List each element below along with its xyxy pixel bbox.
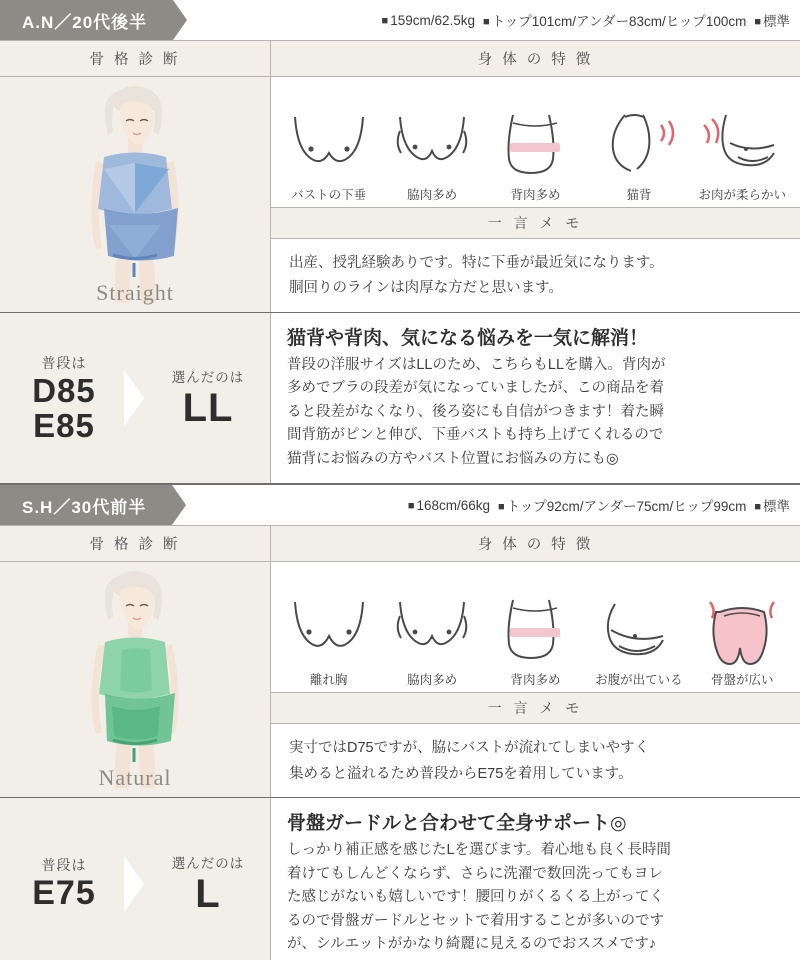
figure-wrap [0,77,270,312]
column-headers [0,525,800,562]
feature-caption: 骨盤が広い [710,673,774,688]
review-line: しっかり補正感を感じたLを選びます。着心地も良く長時間 [287,842,671,859]
feature-list [271,77,800,207]
feature-item [384,105,480,203]
feature-item [281,590,377,688]
review-footer [0,313,800,483]
feature-caption: 猫背 [626,188,652,202]
review-title: 猫背や背肉、気になる悩みを一気に解消！ [287,328,649,349]
review-line: 間背筋がピンと伸び、下垂バストも持ち上げてくれるので [287,427,664,444]
review-line: 猫背にお悩みの方やバスト位置にお悩みの方にも◎ [287,450,619,467]
chosen-size [146,852,270,916]
feature-caption: バストの下垂 [291,188,367,202]
reviewer-name: S.H／30代前半 [0,485,172,525]
arrow-icon [124,856,144,912]
figure-wrap [0,562,270,797]
straight-body-figure-icon [0,77,270,312]
memo-header: 一 言 メ モ [271,207,800,239]
memo-body [271,239,800,310]
body-figure-panel [0,77,271,312]
feature-item [281,105,377,203]
feature-caption: お腹が出ている [595,673,683,688]
usual-size-label: 普段は [41,354,87,371]
review-line: ると段差がなくなり、後ろ姿にも自信がつきます！着た瞬 [287,403,664,420]
features-and-memo [271,562,800,797]
chosen-size-value: LL [182,386,234,431]
side-flesh-icon [384,105,480,181]
feature-caption: 背肉多め [510,188,561,202]
chosen-size-label: 選んだのは [171,370,245,386]
feature-item [591,105,687,203]
usual-size-label: 普段は [41,857,87,874]
memo-body [271,724,800,795]
usual-size [0,855,128,912]
arrow-icon [124,370,144,426]
memo-line: 集めると溢れるため普段からE75を着用しています。 [289,765,633,782]
review-line: 普段の洋服サイズはLLのため、こちらもLLを購入。背肉が [287,357,666,373]
separated-bust-icon [281,590,377,666]
memo-line: 出産、授乳経験ありです。特に下垂が最近気になります。 [289,255,664,271]
usual-size-value: D85 [32,371,96,409]
body-type-label: Natural [98,765,172,791]
feature-item [591,590,687,688]
soft-flesh-icon [694,105,790,181]
review-comment [271,313,800,483]
memo-line: 実寸ではD75ですが、脇にバストが流れてしまいやすく [289,740,650,757]
usual-size-value-2: E85 [33,407,95,445]
column-header-skeleton: 骨 格 診 断 [0,41,271,76]
column-headers [0,40,800,77]
feature-list [271,562,800,692]
size-panel [0,798,271,960]
review-line: が、シルエットがかなり綺麗に見えるのでおススメです♪ [287,936,657,953]
review-header [0,485,800,525]
back-flesh-icon [487,590,583,666]
feature-item [694,105,790,203]
feature-caption: 脇肉多め [407,673,458,688]
wide-pelvis-icon [694,590,790,666]
features-and-memo [271,77,800,312]
spec-build: ■ 標準 [754,495,790,515]
review-comment [271,798,800,960]
review-line: るので骨盤ガードルとセットで着用することが多いのです [287,912,664,929]
review-body [0,562,800,798]
feature-caption: 脇肉多め [407,188,458,202]
reviewer-specs [173,0,800,40]
spec-build: ■ 標準 [754,10,790,30]
reviewer-specs [172,485,800,525]
reviewer-name: A.N／20代後半 [0,0,173,40]
feature-caption: 背肉多め [510,673,561,688]
review-text [287,354,786,471]
spec-measurements: ■ トップ101cm/アンダー83cm/ヒップ100cm [483,10,746,30]
review-block-2 [0,483,800,960]
review-title: 骨盤ガードルと合わせて全身サポート◎ [287,813,627,835]
spec-size: ■ 159cm/62.5kg [382,13,475,28]
column-header-features: 身 体 の 特 徴 [477,52,594,68]
chosen-size-label: 選んだのは [171,855,245,871]
review-body [0,77,800,313]
usual-size [0,353,128,444]
review-text [287,839,786,956]
size-panel [0,313,271,483]
review-line: た感じがないも嬉しいです！腰回りがくるくる上がってく [287,889,664,906]
feature-item [487,590,583,688]
back-flesh-icon [487,105,583,181]
side-flesh-icon [384,590,480,666]
body-type-label: Straight [96,280,174,305]
feature-caption: お肉が柔らかい [698,188,786,202]
bust-droop-icon [281,105,377,181]
review-header [0,0,800,40]
hunchback-icon [591,105,687,181]
feature-item [384,590,480,688]
memo-line: 胴回りのラインは肉厚な方だと思います。 [289,280,563,297]
feature-caption: 離れ胸 [309,673,348,688]
usual-size-value: E75 [32,874,96,913]
body-figure-panel [0,562,271,797]
feature-item [694,590,790,688]
memo-header: 一 言 メ モ [271,692,800,724]
belly-out-icon [591,590,687,666]
chosen-size-value: L [195,871,221,916]
spec-size: ■ 168cm/66kg [408,498,490,513]
review-footer [0,798,800,960]
column-header-skeleton: 骨 格 診 断 [0,526,271,561]
natural-body-figure-icon [0,562,270,797]
column-header-features: 身 体 の 特 徴 [477,537,594,554]
review-line: 多めでブラの段差が気になっていましたが、この商品を着 [287,380,664,397]
chosen-size [146,366,270,430]
review-line: 着けてもしんどくならず、さらに洗濯で数回洗ってもヨレ [287,865,663,882]
feature-item [487,105,583,203]
spec-measurements: ■ トップ92cm/アンダー75cm/ヒップ99cm [498,495,746,515]
